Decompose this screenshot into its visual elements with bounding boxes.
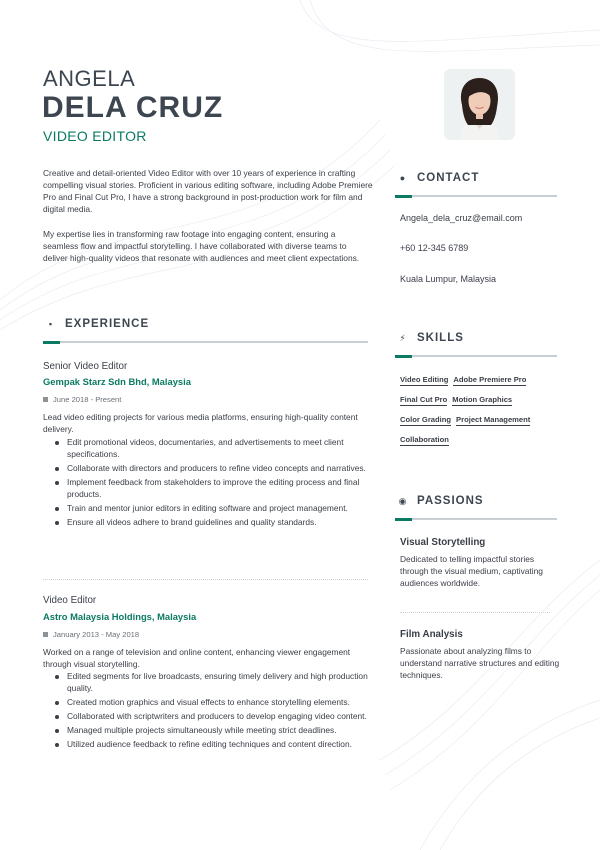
profile-photo-illustration xyxy=(444,69,515,140)
contact-heading-label: CONTACT xyxy=(417,172,480,184)
contact-location: Kuala Lumpur, Malaysia xyxy=(400,274,497,284)
experience-separator xyxy=(43,579,368,580)
experience-divider-accent xyxy=(43,341,60,344)
job-2-role: Video Editor xyxy=(43,595,97,606)
experience-heading-label: EXPERIENCE xyxy=(65,318,150,330)
passion-1-title: Visual Storytelling xyxy=(400,537,486,548)
job-1-bullets xyxy=(55,437,370,531)
contact-heading xyxy=(398,172,479,184)
skills-divider xyxy=(395,355,557,357)
skill-tag: Collaboration xyxy=(400,435,449,444)
job-2-bullet: Edited segments for live broadcasts, ensuring timely delivery and high production quality. xyxy=(55,671,370,694)
skill-tag: Color Grading xyxy=(400,415,452,424)
person-icon: ● xyxy=(399,173,407,183)
skill-tag: Video Editing xyxy=(400,375,449,384)
briefcase-icon: ▪ xyxy=(48,319,54,329)
job-1-description: Lead video editing projects for various media platforms, ensuring high-quality content delivery. xyxy=(43,412,358,434)
lightning-icon: ⚡ xyxy=(399,332,407,343)
passions-divider xyxy=(395,518,557,520)
lightbulb-icon: ◉ xyxy=(398,495,408,506)
last-name: DELA CRUZ xyxy=(42,91,224,124)
summary-paragraph-2: My expertise lies in transforming raw footage into engaging content, ensuring a seamless flow and impactful storytelling. I have collaborated with diverse teams to deliver high-quality videos that resonate with audiences and meet client expectations. xyxy=(43,229,360,263)
job-1-dates-label: June 2018 - Present xyxy=(53,395,122,404)
passion-1-description: Dedicated to telling impactful stories through the visual medium, captivating audiences worldwide. xyxy=(400,554,543,588)
job-1-bullet: Ensure all videos adhere to brand guidelines and quality standards. xyxy=(55,517,370,529)
experience-divider xyxy=(43,341,368,343)
contact-phone[interactable]: +60 12-345 6789 xyxy=(400,243,469,253)
job-title: VIDEO EDITOR xyxy=(43,128,147,144)
passions-separator xyxy=(400,612,550,613)
job-1-company: Gempak Starz Sdn Bhd, Malaysia xyxy=(43,376,191,387)
skill-tag: Motion Graphics xyxy=(452,395,513,404)
job-2-bullet: Managed multiple projects simultaneously while meeting strict deadlines. xyxy=(55,725,370,737)
calendar-icon xyxy=(43,632,48,637)
passion-2-title: Film Analysis xyxy=(400,629,463,640)
job-2-company: Astro Malaysia Holdings, Malaysia xyxy=(43,611,197,622)
contact-divider xyxy=(395,195,557,197)
job-2-dates xyxy=(43,630,139,639)
profile-photo xyxy=(444,69,515,140)
job-2-bullet: Created motion graphics and visual effects to enhance storytelling elements. xyxy=(55,697,370,709)
skills-divider-accent xyxy=(395,355,412,358)
job-2-bullet: Utilized audience feedback to refine editing techniques and content direction. xyxy=(55,739,370,751)
job-2-description: Worked on a range of television and online content, enhancing viewer engagement through visual storytelling. xyxy=(43,647,351,669)
contact-email[interactable]: Angela_dela_cruz@email.com xyxy=(400,213,523,223)
skills-heading xyxy=(398,332,464,344)
summary-paragraph-1: Creative and detail-oriented Video Editor with over 10 years of experience in crafting compelling visual stories. Proficient in various editing software, including Adobe Premiere Pro and Final Cut Pro, I have a strong background in post-production work for film and digital media. xyxy=(43,168,373,214)
job-1-bullet: Collaborate with directors and producers to refine video concepts and narratives. xyxy=(55,463,370,475)
job-2-dates-label: January 2013 - May 2018 xyxy=(53,630,140,639)
skills-list xyxy=(400,375,560,455)
job-1-dates xyxy=(43,395,121,404)
job-1-bullet: Train and mentor junior editors in editing software and project management. xyxy=(55,503,370,515)
job-1-role: Senior Video Editor xyxy=(43,361,128,372)
job-2-bullets xyxy=(55,671,370,753)
first-name: ANGELA xyxy=(43,66,136,91)
passions-heading xyxy=(398,495,484,507)
job-1-bullet: Implement feedback from stakeholders to improve the editing process and final products. xyxy=(55,477,370,500)
skill-tag: Final Cut Pro xyxy=(400,395,448,404)
skills-heading-label: SKILLS xyxy=(417,332,464,344)
job-2-bullet: Collaborated with scriptwriters and producers to develop engaging video content. xyxy=(55,711,370,723)
skill-tag: Adobe Premiere Pro xyxy=(453,375,527,384)
job-1-bullet: Edit promotional videos, documentaries, and advertisements to meet client specifications. xyxy=(55,437,370,460)
contact-divider-accent xyxy=(395,195,412,198)
skill-tag: Project Management xyxy=(456,415,531,424)
passion-2-description: Passionate about analyzing films to understand narrative structures and editing techniques. xyxy=(400,646,560,680)
calendar-icon xyxy=(43,397,48,402)
experience-heading xyxy=(46,318,149,330)
passions-divider-accent xyxy=(395,518,412,521)
passions-heading-label: PASSIONS xyxy=(417,495,484,507)
